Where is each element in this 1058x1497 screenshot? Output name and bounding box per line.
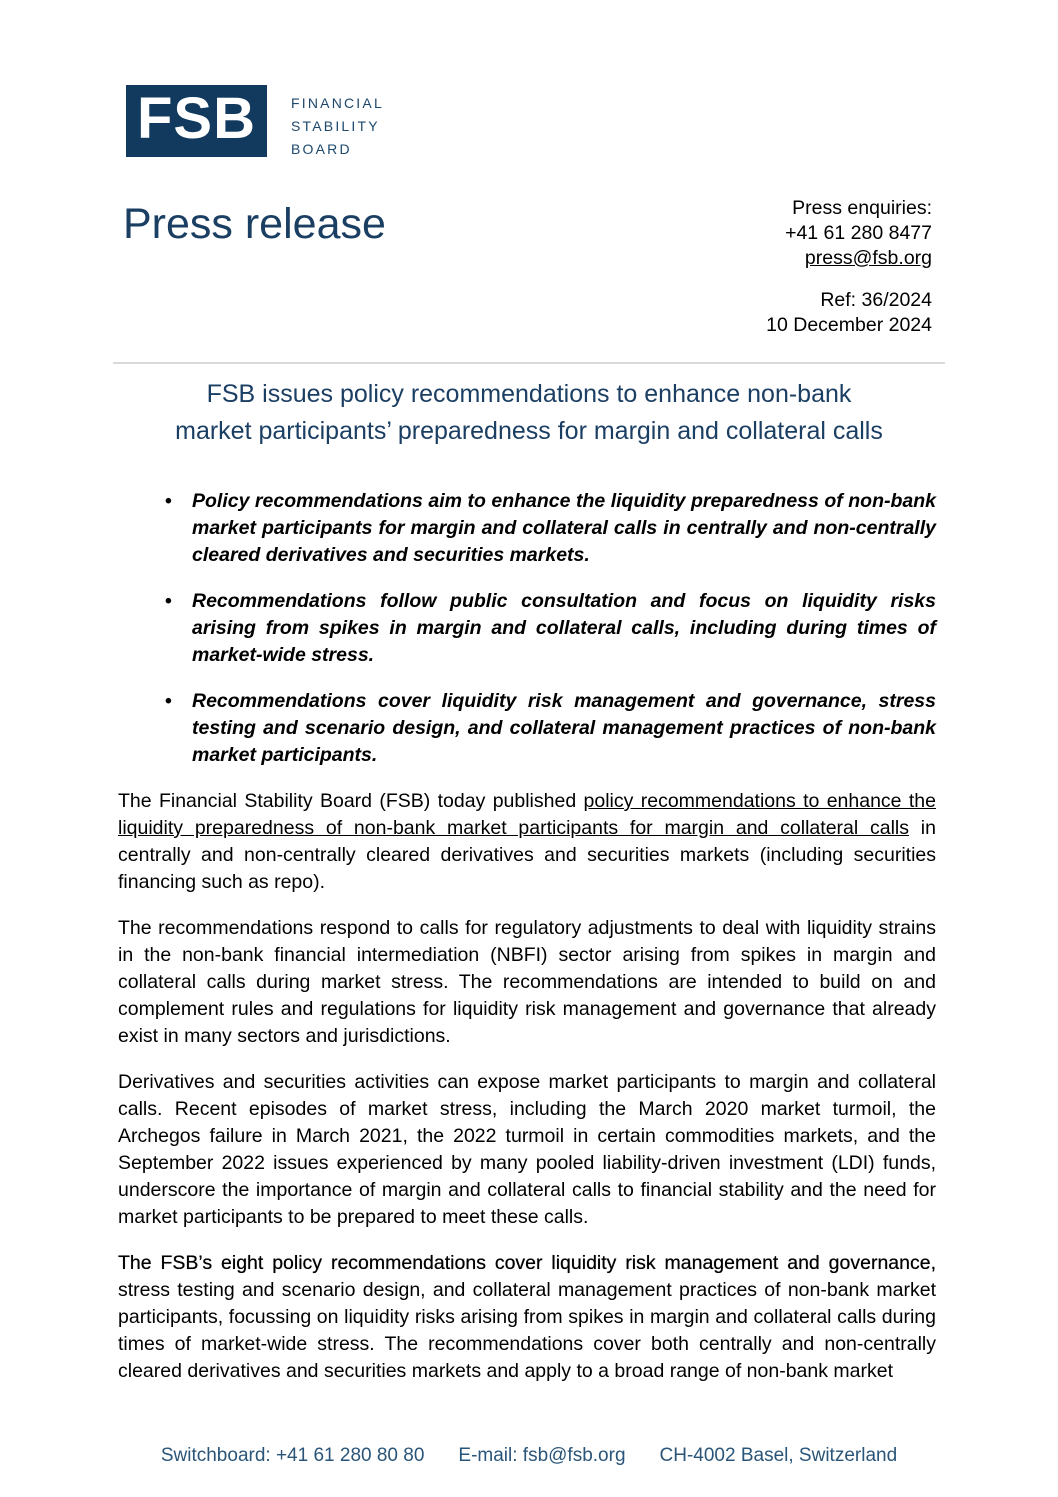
press-phone: +41 61 280 8477 (785, 222, 932, 244)
body-content (118, 488, 936, 1404)
paragraph-3: Derivatives and securities activities can expose market participants to margin and collateral calls. Recent episodes of market stress, including the March 2020 market turmoil, the Archegos failure in March 2021, the 2022 turmoil in certain commodities markets, and the September 2022 issues experienced by many pooled liability-driven investment (LDI) funds, underscore the importance of margin and collateral calls to financial stability and the need for market participants to be prepared to meet these calls. (118, 1071, 936, 1228)
page-title-line: FSB issues policy recommendations to enhance non-bank (206, 380, 852, 408)
press-contact-block (766, 196, 932, 338)
wordmark-line: STABILITY (291, 118, 380, 134)
footer-address: CH-4002 Basel, Switzerland (659, 1445, 898, 1466)
reference-number: Ref: 36/2024 (820, 289, 932, 311)
page-title-line: market participants’ preparedness for margin and collateral calls (175, 417, 883, 445)
fsb-logo-text: FSB (137, 86, 256, 151)
summary-bullet: • Recommendations cover liquidity risk management and governance, stress testing and scenario design, and collateral management practices of non-bank market participants. (118, 688, 936, 769)
summary-bullet: • Policy recommendations aim to enhance the liquidity preparedness of non-bank market participants for margin and collateral calls in centrally and non-centrally cleared derivatives and securities markets. (118, 488, 936, 569)
policy-recommendations-link[interactable]: policy recommendations to enhance the liquidity preparedness of non-bank market participants for margin and collateral calls (118, 790, 936, 839)
paragraph-2: The recommendations respond to calls for regulatory adjustments to deal with liquidity strains in the non-bank financial intermediation (NBFI) sector arising from spikes in margin and collateral calls during market stress. The recommendations are intended to build on and complement rules and regulations for liquidity risk management and governance that already exist in many sectors and jurisdictions. (118, 917, 936, 1047)
document-type-heading: Press release (123, 200, 386, 248)
summary-bullet: • Recommendations follow public consultation and focus on liquidity risks arising from spikes in margin and collateral calls, including during times of market-wide stress. (118, 588, 936, 669)
footer-switchboard: Switchboard: +41 61 280 80 80 (160, 1445, 425, 1466)
paragraph-4 (118, 1250, 936, 1385)
fsb-logo-mark (126, 85, 267, 157)
wordmark-line: BOARD (291, 141, 352, 157)
summary-bullets (118, 488, 936, 769)
paragraph-text: in centrally and non-centrally cleared derivatives and securities markets (including securities financing such as repo). (118, 817, 936, 893)
paragraph-1 (118, 788, 936, 896)
paragraph-text: The Financial Stability Board (FSB) today published (118, 790, 584, 812)
release-date: 10 December 2024 (766, 314, 932, 336)
paragraph-lead-text: The FSB’s eight policy recommendations cover liquidity risk management and governance, (118, 1252, 936, 1274)
fsb-logo-wordmark (291, 92, 384, 161)
separator-line (113, 362, 945, 364)
page-footer (0, 1444, 1058, 1468)
paragraph-text: stress testing and scenario design, and collateral management practices of non-bank market participants, focussing on liquidity risks arising from spikes in margin and collateral calls during times of market-wide stress. The recommendations cover both centrally and non-centrally cleared derivatives and securities markets and apply to a broad range of non-bank market (118, 1279, 936, 1382)
press-enquiries-label: Press enquiries: (792, 197, 932, 219)
page-title (113, 376, 945, 450)
wordmark-line: FINANCIAL (291, 95, 384, 111)
press-email-link[interactable]: press@fsb.org (804, 247, 932, 269)
footer-email: E-mail: fsb@fsb.org (458, 1445, 626, 1466)
